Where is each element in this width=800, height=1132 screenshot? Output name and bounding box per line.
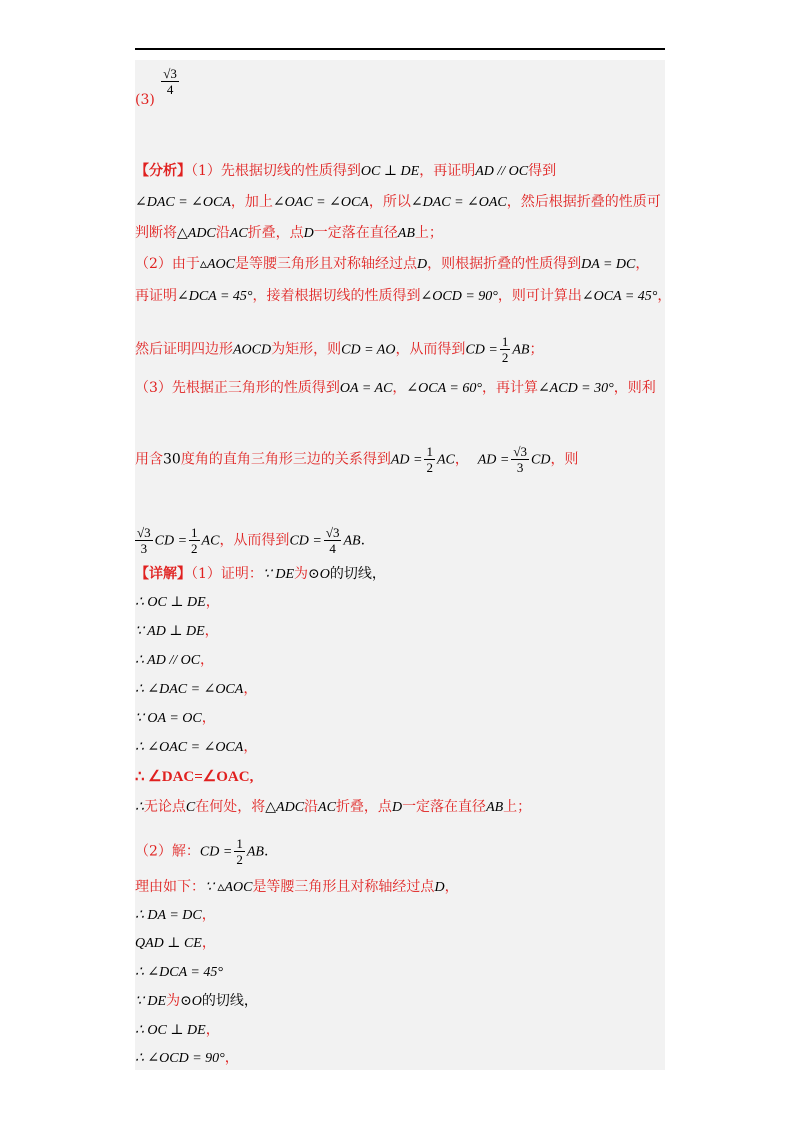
detail-line-8: ∴ ∠DAC=∠OAC, (135, 769, 254, 785)
fraction-half: $\frac{1}{2}$ (426, 444, 433, 475)
fraction-sqrt3-4: $\frac{√3}{4}$ (325, 525, 340, 556)
detail-line-15: ∵ DE为⊙O的切线， (135, 993, 258, 1009)
analysis-line-7: （3）先根据正三角形的性质得到OA = AC，∠OCA = 60°，再计算∠ACD = 30°，则利 (135, 380, 656, 396)
analysis-line-2: ∠DAC = ∠OCA，加上∠OAC = ∠OCA，所以∠DAC = ∠OAC，然后根据折叠的性质可 (135, 194, 661, 210)
analysis-line-4: （2）由于▵AOC是等腰三角形且对称轴经过点D，则根据折叠的性质得到DA = DC， (135, 256, 650, 272)
analysis-line-1: 【分析】（1）先根据切线的性质得到OC ⊥ DE，再证明AD // OC得到 (135, 163, 557, 179)
detail-line-9: ∴无论点C在何处，将△ADC沿AC折叠，点D一定落在直径AB上； (135, 799, 532, 815)
detail-line-12: ∴ DA = DC， (135, 907, 216, 923)
detail-line-4: ∴ AD // OC， (135, 652, 215, 668)
analysis-line-9: $\frac{√3}{3}$ CD = $\frac{1}{2}$ AC，从而得到CD = $\frac{√3}{4}$ AB. (137, 525, 366, 556)
detail-line-14: ∴ ∠DCA = 45° (135, 965, 223, 980)
detail-line-11: 理由如下：∵ ▵AOC是等腰三角形且对称轴经过点D， (135, 879, 459, 895)
detail-line-1: 【详解】（1）证明：∵ DE为⊙O的切线， (135, 566, 386, 582)
detail-line-13: QAD ⊥ CE， (135, 935, 216, 951)
fraction-sqrt3-3: $\frac{√3}{3}$ (137, 525, 151, 556)
answer-3: (3) $\frac{√3}{4}$ (135, 66, 177, 108)
detail-line-10: （2）解：CD = $\frac{1}{2}$ AB. (135, 836, 269, 867)
fraction-sqrt3-3: $\frac{√3}{3}$ (513, 444, 527, 475)
detail-line-6: ∵ OA = OC， (135, 710, 216, 726)
detail-line-2: ∴ OC ⊥ DE， (135, 594, 220, 610)
analysis-line-8: 用含30度角的直角三角形三边的关系得到AD = $\frac{1}{2}$ AC， AD = $\frac{√3}{3}$ CD，则 (135, 444, 579, 475)
analysis-line-3: 判断将△ADC沿AC折叠，点D一定落在直径AB上； (135, 225, 443, 241)
fraction-half: $\frac{1}{2}$ (236, 836, 243, 867)
detail-line-16: ∴ OC ⊥ DE， (135, 1022, 220, 1038)
detail-line-17: ∴ ∠OCD = 90°， (135, 1050, 239, 1066)
fraction-half: $\frac{1}{2}$ (191, 525, 198, 556)
detail-line-3: ∵ AD ⊥ DE， (135, 623, 219, 639)
analysis-line-5: 再证明∠DCA = 45°，接着根据切线的性质得到∠OCD = 90°，则可计算出∠OCA = 45°， (135, 288, 672, 304)
analysis-line-6: 然后证明四边形AOCD为矩形，则CD = AO，从而得到CD = $\frac{1}{2}$ AB； (135, 334, 544, 365)
header-rule (135, 48, 665, 50)
detail-line-5: ∴ ∠DAC = ∠OCA， (135, 681, 258, 697)
fraction-half: $\frac{1}{2}$ (501, 334, 509, 365)
detail-tag: 【详解】 (135, 566, 191, 582)
detail-line-7: ∴ ∠OAC = ∠OCA， (135, 739, 258, 755)
analysis-tag: 【分析】 (135, 163, 191, 179)
answer-3-fraction: $\frac{√3}{4}$ (163, 66, 177, 97)
